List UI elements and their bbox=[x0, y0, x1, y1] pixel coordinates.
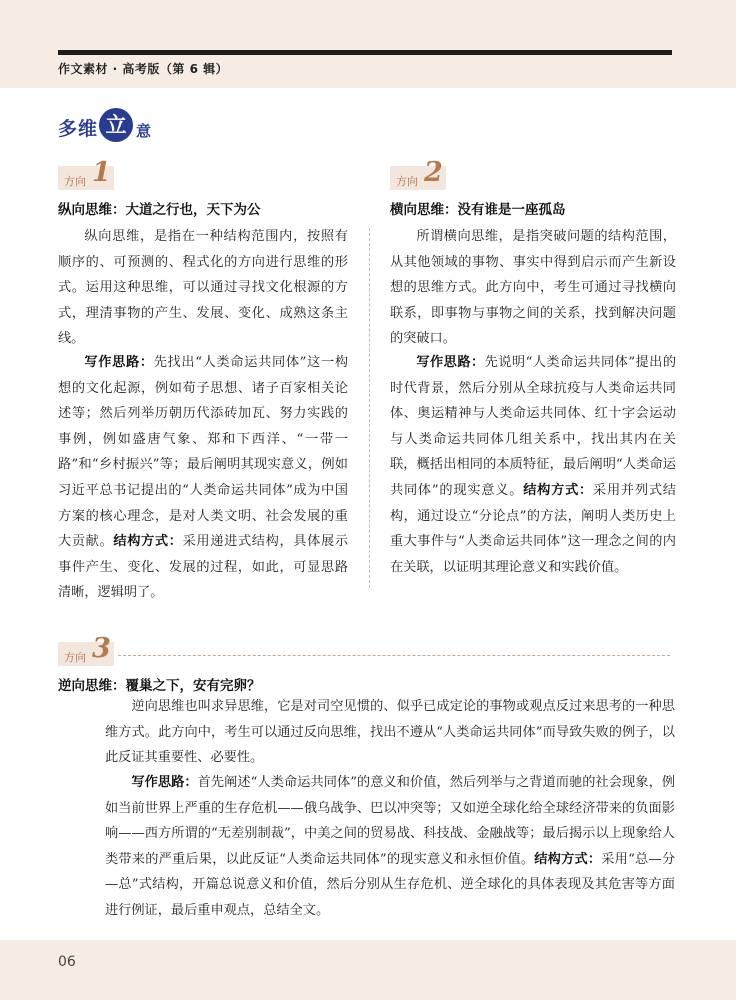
direction-1-intro: 纵向思维，是指在一种结构范围内，按照有顺序的、可预测的、程式化的方向进行思维的形式。运用这种思维，可以通过寻找文化根源的方式，理清事物的产生、发展、变化、成熟这条主线。 bbox=[58, 229, 348, 347]
column-divider bbox=[369, 228, 370, 588]
footer-band bbox=[0, 940, 736, 1000]
logo-circle: 立 bbox=[99, 108, 133, 142]
direction-2-intro: 所谓横向思维，是指突破问题的结构范围，从其他领域的事物、事实中得到启示而产生新设想的思维方式。此方向中，考生可通过寻找横向联系，即事物与事物之间的关系，找到解决问题的突破口。 bbox=[390, 229, 676, 347]
direction-2-tag bbox=[390, 157, 446, 190]
direction-2-title: 横向思维：没有谁是一座孤岛 bbox=[390, 202, 566, 218]
direction-2-structure-label: 结构方式： bbox=[523, 482, 593, 498]
direction-1-tag-number: 1 bbox=[92, 157, 111, 188]
direction-2-tag-label: 方向 bbox=[396, 175, 418, 188]
direction-3-body bbox=[105, 770, 675, 924]
direction-2-body bbox=[390, 350, 676, 580]
direction-3-writing-text: 首先阐述“人类命运共同体”的意义和价值，然后列举与之背道而驰的社会现象，例如当前世界上严重的生存危机——俄乌战争、巴以冲突等；又如逆全球化给全球经济带来的负面影响——西方所谓的“无差别制裁”，中美之间的贸易战、科技战、金融战等；最后揭示以上现象给人类带来的严重后果，以此反证“人类命运共同体”的现实意义和永恒价值。 bbox=[105, 775, 676, 867]
logo-part-3: 意 bbox=[136, 122, 152, 140]
section-logo bbox=[58, 106, 178, 146]
direction-1-title: 纵向思维：大道之行也，天下为公 bbox=[58, 202, 261, 218]
direction-3-structure-text: 采用“总—分—总”式结构，开篇总说意义和价值，然后分别从生存危机、逆全球化的具体表现及其危害等方面进行例证，最后重申观点，总结全文。 bbox=[105, 851, 676, 918]
direction-1-writing-label: 写作思路： bbox=[84, 355, 154, 370]
direction-3-writing-label: 写作思路： bbox=[131, 775, 198, 790]
direction-1-body bbox=[58, 350, 348, 606]
direction-2-writing-label: 写作思路： bbox=[416, 355, 485, 370]
direction-3-structure-label: 结构方式： bbox=[534, 851, 602, 867]
page-number: 06 bbox=[58, 954, 76, 970]
direction-1-structure-label: 结构方式： bbox=[113, 534, 183, 550]
direction-2-structure-text: 采用并列式结构，通过设立“分论点”的方法，阐明人类历史上重大事件与“人类命运共同体”这一理念之间的内在关联，以证明其理论意义和实践价值。 bbox=[390, 482, 676, 575]
direction-3-tag-number: 3 bbox=[92, 633, 111, 664]
direction-1-structure-text: 采用递进式结构，具体展示事件产生、变化、发展的过程，如此，可显思路清晰，逻辑明了。 bbox=[58, 534, 349, 601]
direction-3-title: 逆向思维：覆巢之下，安有完卵？ bbox=[58, 678, 261, 694]
direction-3-tag-label: 方向 bbox=[64, 651, 86, 664]
direction-1-tag-label: 方向 bbox=[64, 175, 86, 188]
header-rule bbox=[58, 50, 672, 55]
magazine-title: 作文素材 · 高考版（第 6 辑） bbox=[58, 62, 229, 76]
direction-1-tag bbox=[58, 157, 114, 190]
logo-part-1: 多维 bbox=[58, 118, 99, 140]
direction-3-intro: 逆向思维也叫求异思维，它是对司空见惯的、似乎已成定论的事物或观点反过来思考的一种思维方式。此方向中，考生可以通过反向思维，找出不遵从“人类命运共同体”而导致失败的例子，以此反证其重要性、必要性。 bbox=[105, 699, 675, 766]
direction-2-tag-number: 2 bbox=[424, 157, 443, 188]
direction-2-writing-text: 先说明“人类命运共同体”提出的时代背景，然后分别从全球抗疫与人类命运共同体、奥运精神与人类命运共同体、红十字会运动与人类命运共同体几组关系中，找出其内在关联，概括出相同的本质特征，最后阐明“人类命运共同体”的现实意义。 bbox=[390, 355, 677, 498]
direction-3-tag bbox=[58, 633, 114, 666]
direction-3-divider bbox=[118, 655, 670, 656]
direction-1-writing-text: 先找出“人类命运共同体”这一构想的文化起源，例如荀子思想、诸子百家相关论述等；然后列举历朝历代添砖加瓦、努力实践的事例，例如盛唐气象、郑和下西洋、“一带一路”和“乡村振兴”等；最后阐明其现实意义，例如习近平总书记提出的“人类命运共同体”成为中国方案的核心理念，是对人类文明、社会发展的重大贡献。 bbox=[58, 355, 349, 550]
